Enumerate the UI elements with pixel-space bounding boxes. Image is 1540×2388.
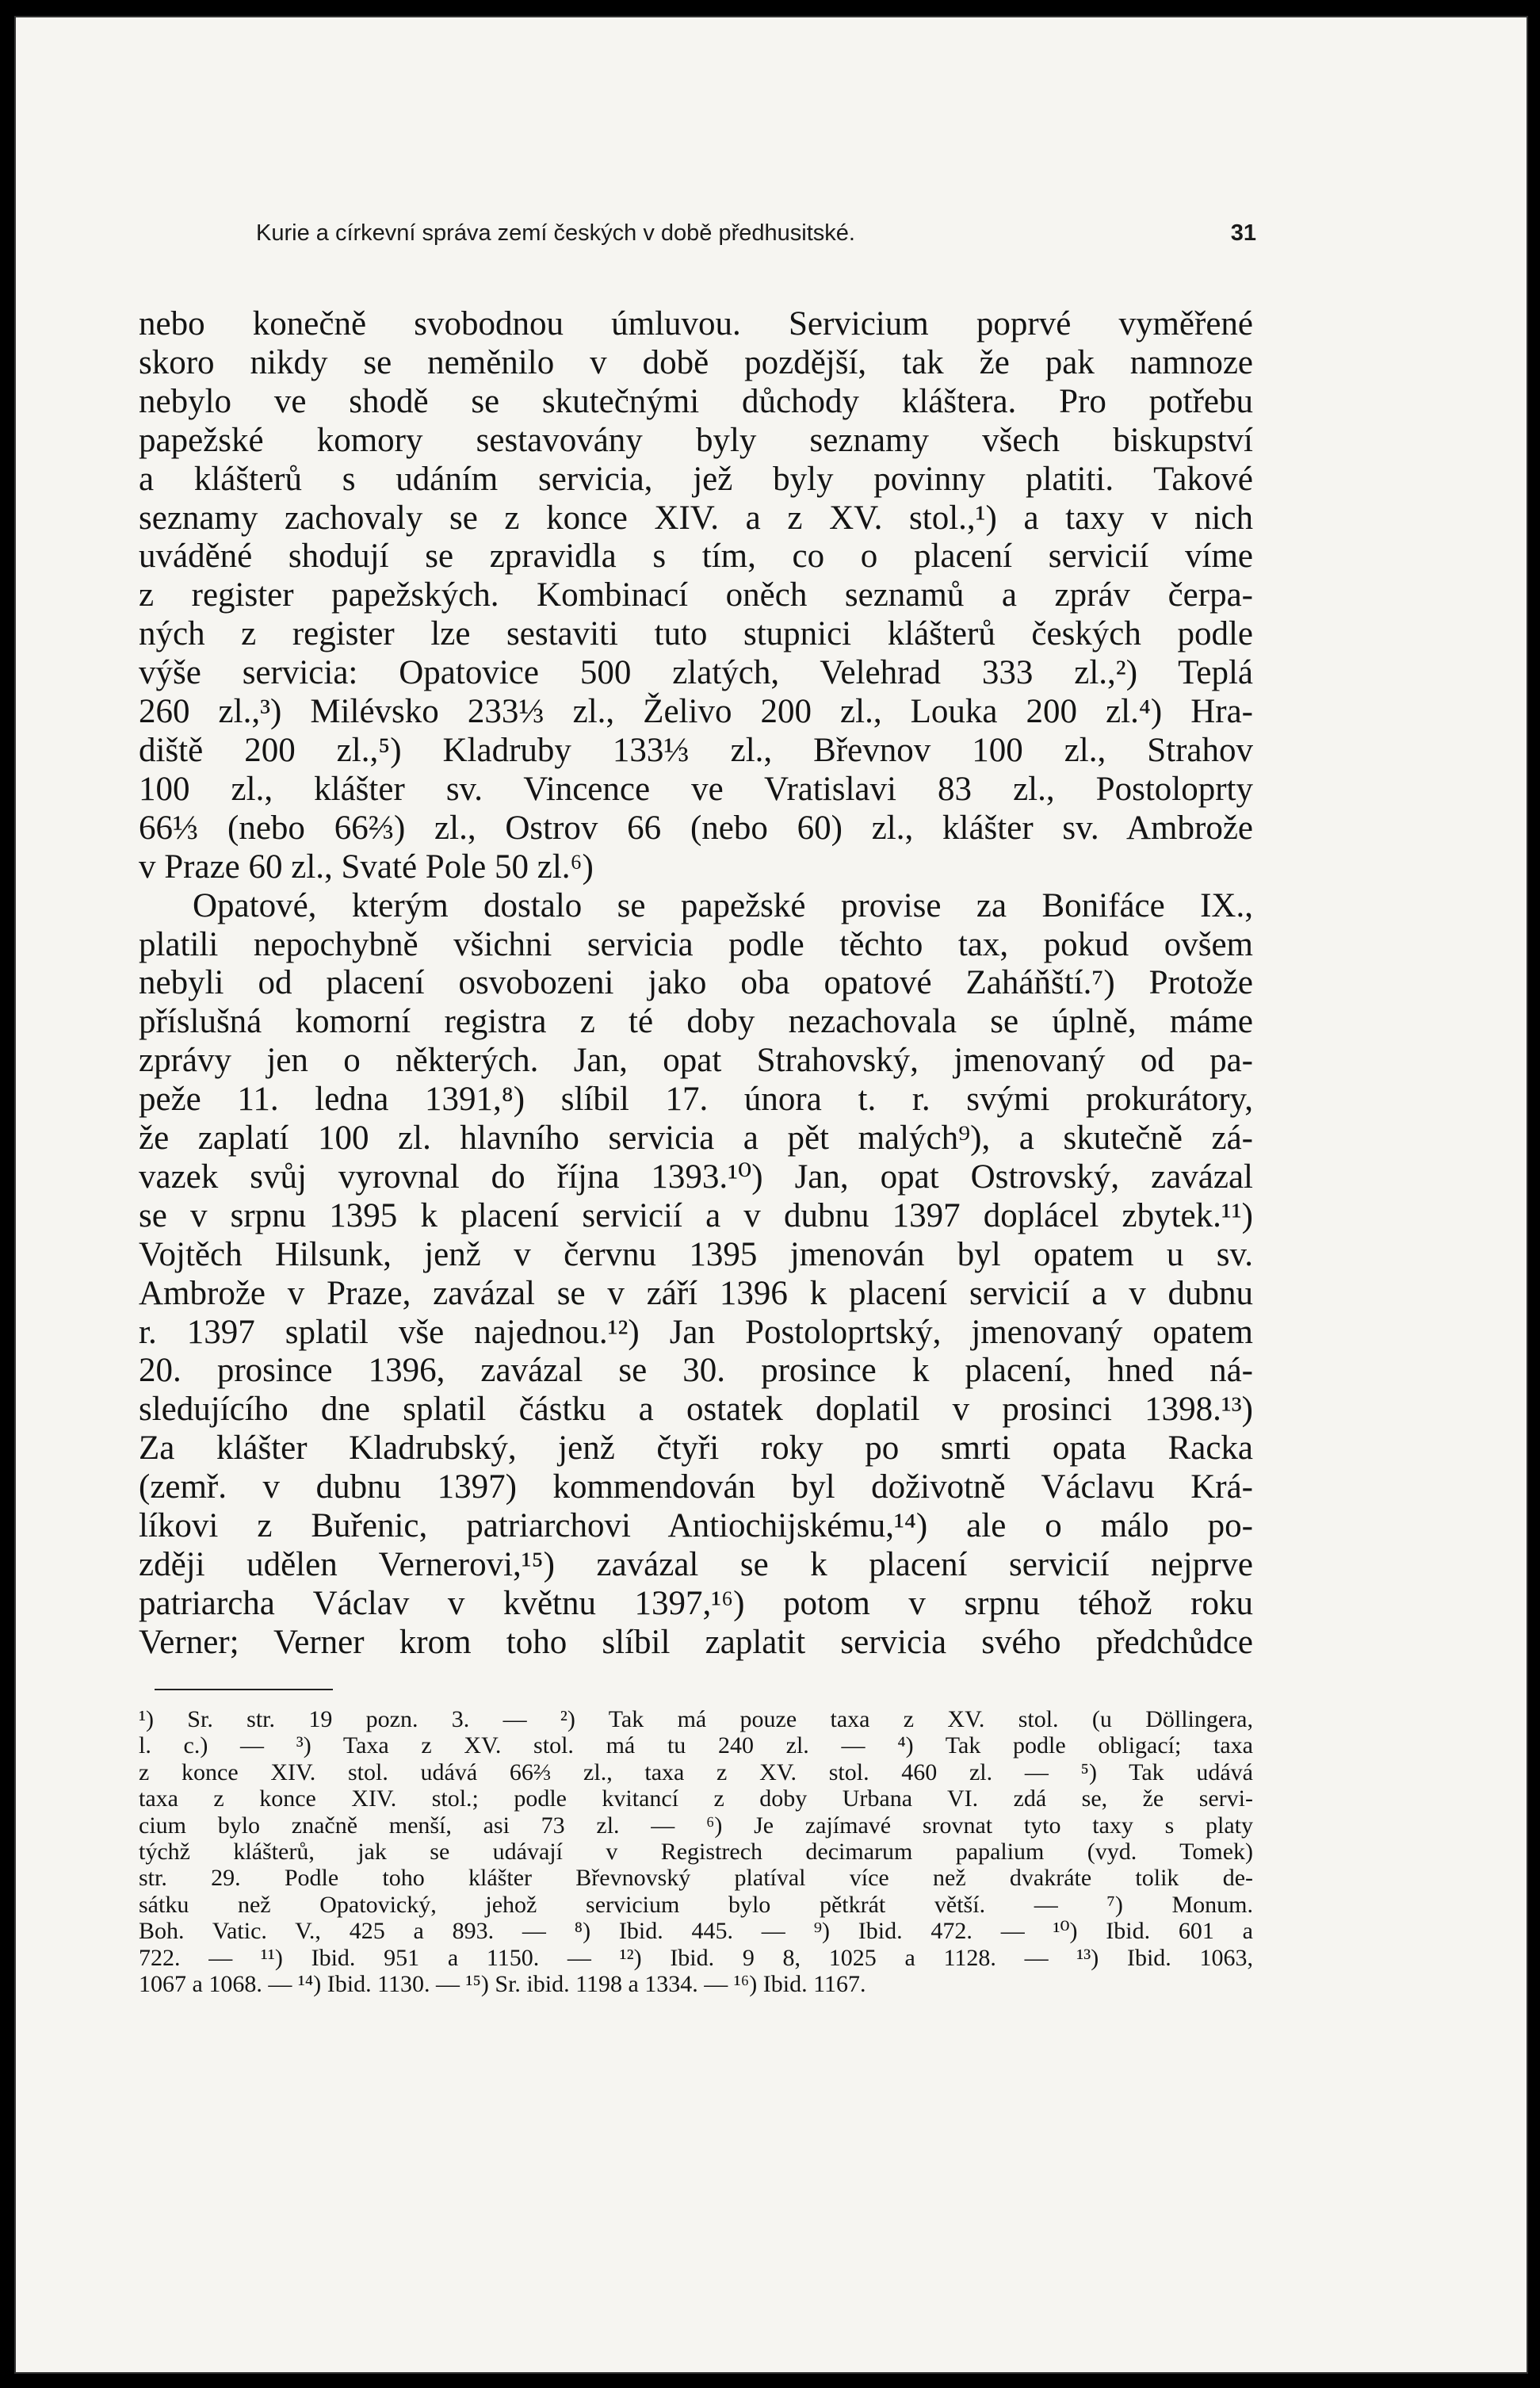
page-number: 31 — [1230, 220, 1256, 246]
text-line: výše servicia: Opatovice 500 zlatých, Velehrad 333 zl.,²) Teplá — [139, 654, 1253, 692]
text-line: a klášterů s udáním servicia, jež byly povinny platiti. Takové — [139, 460, 1253, 498]
text-line: diště 200 zl.,⁵) Kladruby 133⅓ zl., Břevnov 100 zl., Strahov — [139, 731, 1253, 769]
footnote-line: 1067 a 1068. — ¹⁴) Ibid. 1130. — ¹⁵) Sr. ibid. 1198 a 1334. — ¹⁶) Ibid. 1167. — [139, 1971, 866, 1998]
footnote-line: taxa z konce XIV. stol.; podle kvitancí z doby Urbana VI. zdá se, že servi- — [139, 1785, 1253, 1812]
text-line: vazek svůj vyrovnal do října 1393.¹⁰) Jan, opat Ostrovský, zavázal — [139, 1158, 1253, 1196]
footnote-line: ¹) Sr. str. 19 pozn. 3. — ²) Tak má pouze taxa z XV. stol. (u Döllingera, — [139, 1706, 1253, 1732]
text-line: nebo konečně svobodnou úmluvou. Servicium poprvé vyměřené — [139, 305, 1253, 343]
footnote-line: sátku než Opatovický, jehož servicium bylo pětkrát větší. — ⁷) Monum. — [139, 1891, 1253, 1918]
text-line: v Praze 60 zl., Svaté Pole 50 zl.⁶) — [139, 848, 594, 886]
footnote-line: l. c.) — ³) Taxa z XV. stol. má tu 240 zl. — ⁴) Tak podle obligací; taxa — [139, 1732, 1253, 1759]
text-line: Vojtěch Hilsunk, jenž v červnu 1395 jmenován byl opatem u sv. — [139, 1235, 1253, 1273]
text-line: že zaplatí 100 zl. hlavního servicia a pět malých⁹), a skutečně zá- — [139, 1119, 1253, 1158]
text-line: líkovi z Buřenic, patriarchovi Antiochijskému,¹⁴) ale o málo po- — [139, 1507, 1253, 1545]
text-line: peže 11. ledna 1391,⁸) slíbil 17. února t. r. svými prokurátory, — [139, 1081, 1253, 1119]
text-line: 20. prosince 1396, zavázal se 30. prosince k placení, hned ná- — [139, 1352, 1253, 1390]
text-line: 66⅓ (nebo 66⅔) zl., Ostrov 66 (nebo 60) zl., klášter sv. Ambrože — [139, 809, 1253, 847]
main-text — [139, 305, 1253, 1663]
text-line: 100 zl., klášter sv. Vincence ve Vratislavi 83 zl., Postoloprty — [139, 770, 1253, 808]
text-line: Verner; Verner krom toho slíbil zaplatit servicia svého předchůdce — [139, 1623, 1253, 1661]
footnote-line: Boh. Vatic. V., 425 a 893. — ⁸) Ibid. 445. — ⁹) Ibid. 472. — ¹⁰) Ibid. 601 a — [139, 1918, 1253, 1945]
text-line: z register papežských. Kombinací oněch seznamů a zpráv čerpa- — [139, 576, 1253, 614]
footnote-line: z konce XIV. stol. udává 66⅔ zl., taxa z XV. stol. 460 zl. — ⁵) Tak udává — [139, 1758, 1253, 1785]
text-line: r. 1397 splatil vše najednou.¹²) Jan Postoloprtský, jmenovaný opatem — [139, 1313, 1253, 1351]
footnote-line: týchž klášterů, jak se udávají v Registrech decimarum papalium (vyd. Tomek) — [139, 1839, 1253, 1866]
text-line: seznamy zachovaly se z konce XIV. a z XV. stol.,¹) a taxy v nich — [139, 499, 1253, 537]
text-line: sledujícího dne splatil částku a ostatek doplatil v prosinci 1398.¹³) — [139, 1391, 1253, 1429]
running-title: Kurie a církevní správa zemí českých v době předhusitské. — [256, 220, 855, 246]
text-line: Za klášter Kladrubský, jenž čtyři roky po smrti opata Racka — [139, 1429, 1253, 1468]
text-line: 260 zl.,³) Milévsko 233⅓ zl., Želivo 200 zl., Louka 200 zl.⁴) Hra- — [139, 693, 1253, 731]
text-line: papežské komory sestavovány byly seznamy všech biskupství — [139, 421, 1253, 459]
text-line: Opatové, kterým dostalo se papežské provise za Bonifáce IX., — [193, 886, 1253, 924]
footnote-line: cium bylo značně menší, asi 73 zl. — ⁶) Je zajímavé srovnat tyto taxy s platy — [139, 1812, 1253, 1839]
text-line: zprávy jen o některých. Jan, opat Strahovský, jmenovaný od pa- — [139, 1042, 1253, 1080]
text-line: Ambrože v Praze, zavázal se v září 1396 k placení servicií a v dubnu — [139, 1274, 1253, 1312]
footnotes — [139, 1706, 1253, 1997]
text-line: skoro nikdy se neměnilo v době pozdější, tak že pak namnoze — [139, 343, 1253, 381]
text-line: uváděné shodují se zpravidla s tím, co o placení servicií víme — [139, 538, 1253, 576]
text-line: patriarcha Václav v květnu 1397,¹⁶) potom v srpnu téhož roku — [139, 1584, 1253, 1622]
text-line: se v srpnu 1395 k placení servicií a v dubnu 1397 doplácel zbytek.¹¹) — [139, 1196, 1253, 1234]
text-line: nebyli od placení osvobozeni jako oba opatové Zaháňští.⁷) Protože — [139, 964, 1253, 1002]
text-line: zději udělen Vernerovi,¹⁵) zavázal se k placení servicií nejprve — [139, 1546, 1253, 1583]
text-line: platili nepochybně všichni servicia podle těchto tax, pokud ovšem — [139, 925, 1253, 963]
footnote-line: str. 29. Podle toho klášter Břevnovský platíval více než dvakráte tolik de- — [139, 1865, 1253, 1892]
text-line: (zemř. v dubnu 1397) kommendován byl doživotně Václavu Krá- — [139, 1468, 1253, 1506]
footnote-divider — [155, 1689, 333, 1690]
text-line: nebylo ve shodě se skutečnými důchody kláštera. Pro potřebu — [139, 382, 1253, 420]
footnote-line: 722. — ¹¹) Ibid. 951 a 1150. — ¹²) Ibid. 9 8, 1025 a 1128. — ¹³) Ibid. 1063, — [139, 1944, 1253, 1971]
text-line: ných z register lze sestaviti tuto stupnici klášterů českých podle — [139, 615, 1253, 653]
text-line: příslušná komorní registra z té doby nezachovala se úplně, máme — [139, 1003, 1253, 1041]
